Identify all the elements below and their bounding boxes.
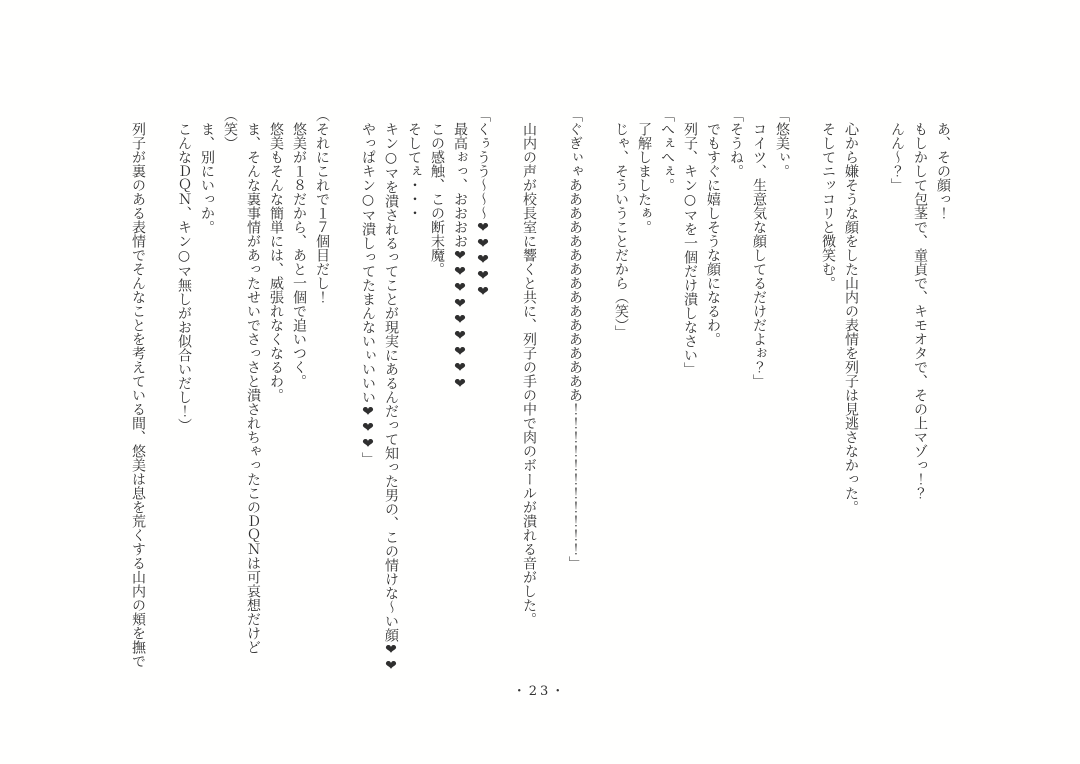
text-line: もしかして包茎で、童貞で、キモオタで、その上マゾっ！？ <box>912 122 928 500</box>
text-line: 悠美もそんな簡単には、威張れなくなるわ。 <box>268 122 284 402</box>
text-line: 了解しましたぁ。 <box>636 122 652 234</box>
text-line: 列子、キン○マを一個だけ潰しなさい」 <box>682 122 698 376</box>
text-line: 「ぐぎぃゃああああああああああああああああ！！！！！！！！！！！」 <box>567 108 583 570</box>
text-line: 「そうね。 <box>728 108 744 178</box>
text-line: 「くぅうう〜〜〜❤❤❤❤❤ <box>475 108 491 300</box>
text-line: ま、そんな裏事情があったせいでさっさと潰されちゃったこのＤＱＮは可哀想だけど <box>245 122 261 654</box>
text-line: （それにこれで１７個目だし！ <box>314 108 330 304</box>
text-line: そしてぇ・・・ <box>406 122 422 220</box>
text-line: コイツ、生意気な顔してるだけだよぉ？」 <box>751 122 767 388</box>
text-line: 山内の声が校長室に響くと共に、列子の手の中で肉のボールが潰れる音がした。 <box>521 122 537 626</box>
text-line: キン○マを潰されるってことが現実にあるんだって知った男の、この情けな〜い顔❤❤ <box>383 122 399 674</box>
text-line: 最高ぉっ、おおおお❤❤❤❤❤❤❤❤❤ <box>452 122 468 392</box>
text-line: やっぱキン○マ潰しってたまんないぃいいい❤❤❤」 <box>360 122 376 466</box>
text-line: こんなＤＱＮ、キン○マ無しがお似合いだし！） <box>176 122 192 432</box>
text-line: この感触、この断末魔。 <box>429 122 445 276</box>
text-line: 「悠美ぃ。 <box>774 108 790 178</box>
text-line: 「へぇへぇ。 <box>659 108 675 192</box>
page-number: ・23・ <box>512 684 568 699</box>
vertical-text-block <box>126 108 954 690</box>
text-line: ま、別にいっか。 <box>199 122 215 234</box>
text-line: でもすぐに嬉しそうな顔になるわ。 <box>705 122 721 346</box>
text-line: じゃ、そういうことだから（笑）」 <box>613 122 629 339</box>
text-line: 列子が裏のある表情でそんなことを考えている間、悠美は息を荒くする山内の頬を撫で <box>130 122 146 668</box>
text-line: んん〜？」 <box>889 122 905 192</box>
text-line: 悠美が１８だから、あと一個で追いつく。 <box>291 122 307 388</box>
text-line: そしてニッコリと微笑む。 <box>820 122 836 290</box>
text-line: 心から嫌そうな顔をした山内の表情を列子は見逃さなかった。 <box>843 122 859 514</box>
text-line: （笑） <box>222 108 238 150</box>
text-line: あ、その顔っ！ <box>935 122 951 220</box>
